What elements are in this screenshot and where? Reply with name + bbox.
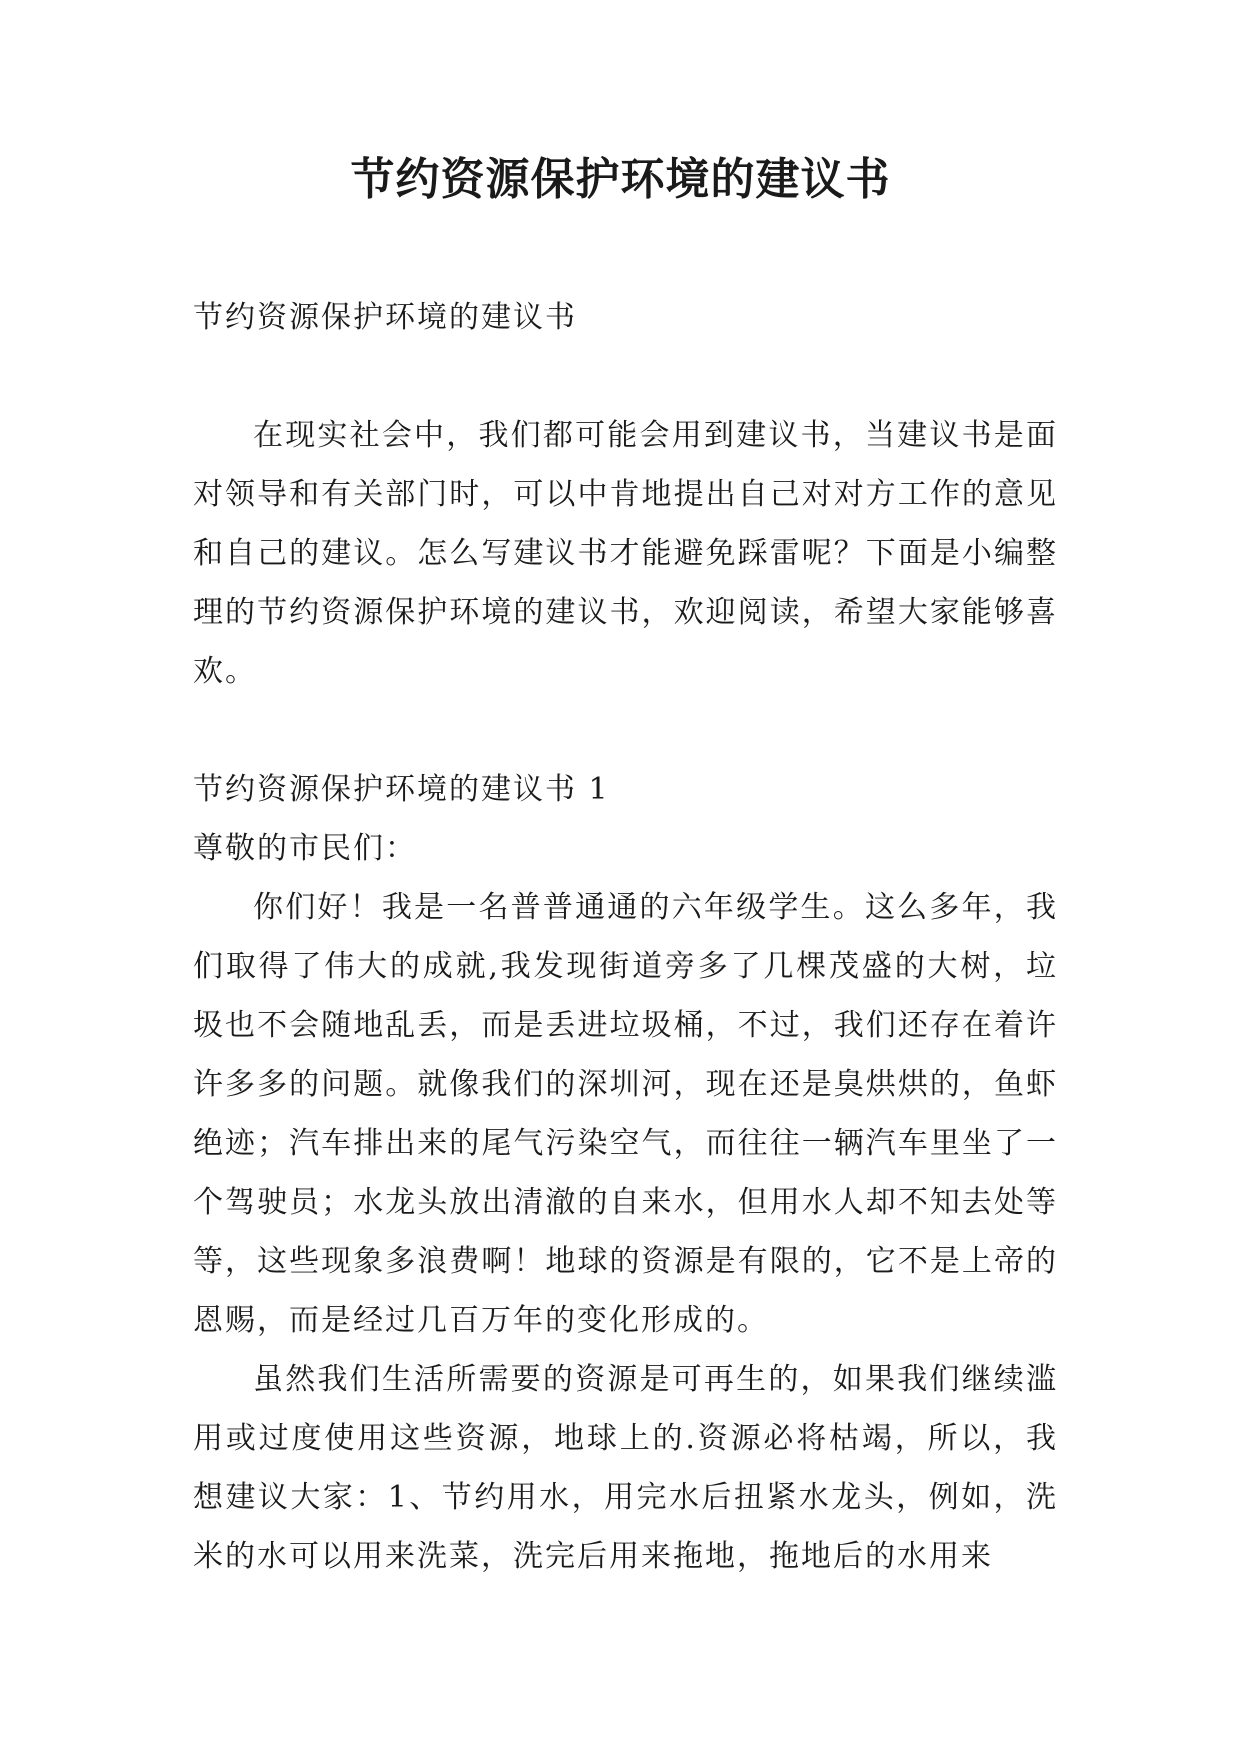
intro-paragraph: 在现实社会中，我们都可能会用到建议书，当建议书是面对领导和有关部门时，可以中肯地提出自己对对方工作的意见和自己的建议。怎么写建议书才能避免踩雷呢？下面是小编整理的节约资源保护环境的建议书，欢迎阅读，希望大家能够喜欢。 — [193, 418, 1058, 689]
body-paragraph-1: 你们好！我是一名普普通通的六年级学生。这么多年，我们取得了伟大的成就,我发现街道旁多了几棵茂盛的大树，垃圾也不会随地乱丢，而是丢进垃圾桶，不过，我们还存在着许许多多的问题。就像我们的深圳河，现在还是臭烘烘的，鱼虾绝迹；汽车排出来的尾气污染空气，而往往一辆汽车里坐了一个驾驶员；水龙头放出清澈的自来水，但用水人却不知去处等等，这些现象多浪费啊！地球的资源是有限的，它不是上帝的恩赐，而是经过几百万年的变化形成的。 — [193, 890, 1058, 1338]
body-paragraph-2: 虽然我们生活所需要的资源是可再生的，如果我们继续滥用或过度使用这些资源，地球上的.资源必将枯竭，所以，我想建议大家：1、节约用水，用完水后扭紧水龙头，例如，洗米的水可以用来洗菜，洗完后用来拖地，拖地后的水用来 — [193, 1362, 1058, 1574]
section-title: 节约资源保护环境的建议书 1 — [193, 772, 610, 807]
salutation: 尊敬的市民们： — [193, 831, 417, 866]
document-title: 节约资源保护环境的建议书 — [350, 154, 891, 205]
document-subtitle: 节约资源保护环境的建议书 — [193, 300, 577, 335]
document-body — [193, 288, 1058, 1586]
